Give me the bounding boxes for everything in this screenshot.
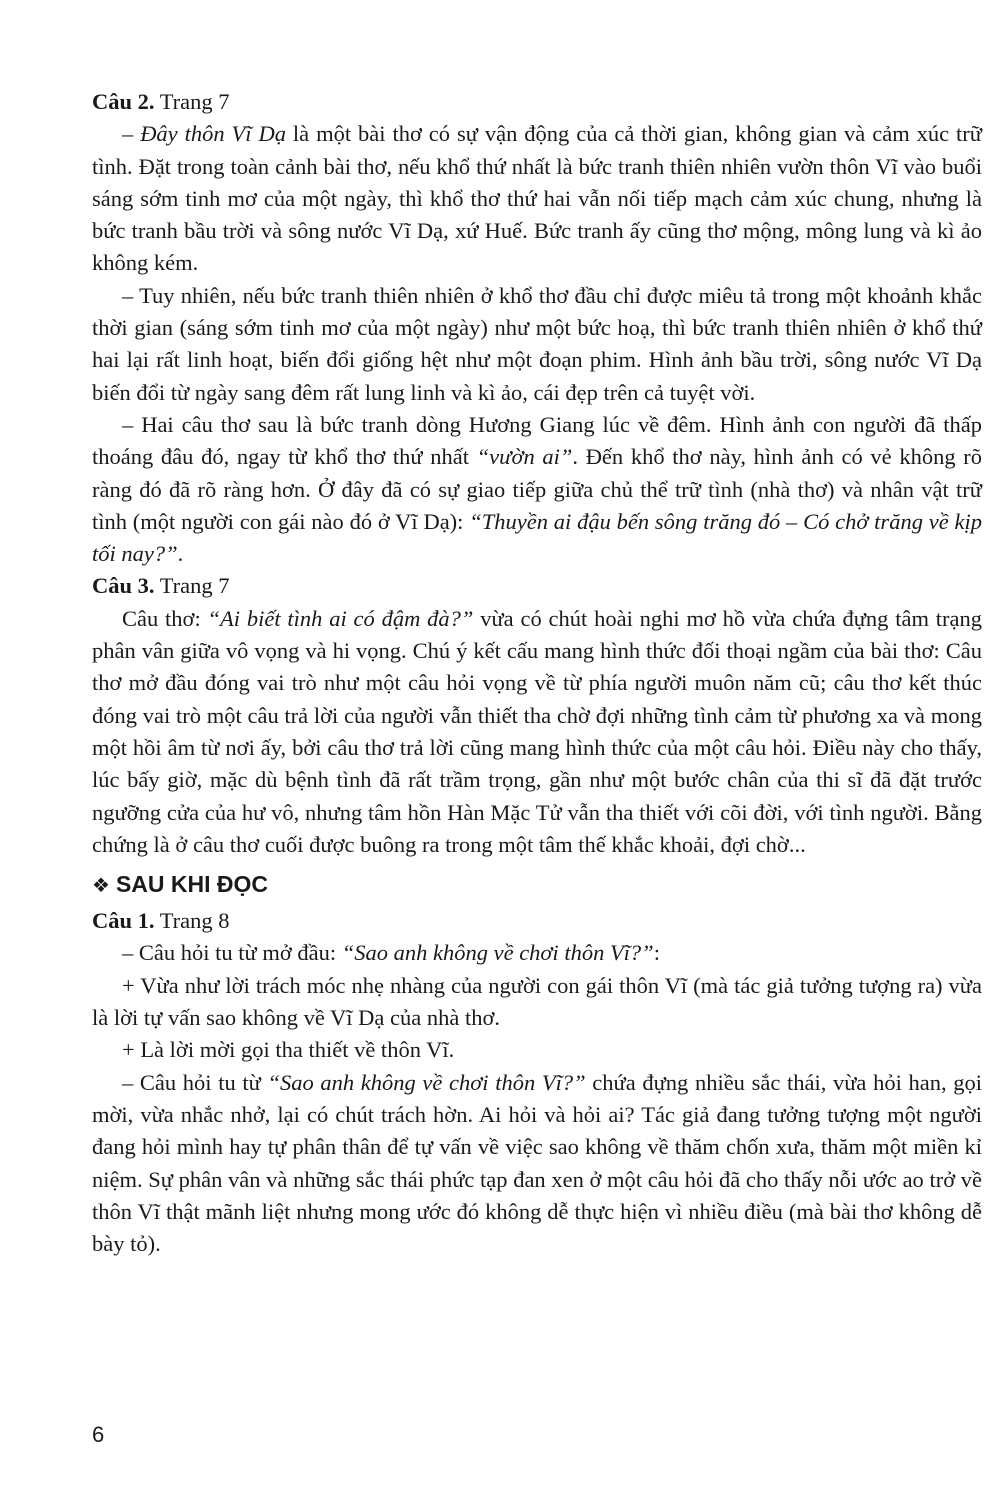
paragraph-text: là một bài thơ có sự vận động của cả thời gian, không gian và cảm xúc trữ tình. Đặt trong toàn cảnh bài thơ, nếu khổ thứ nhất là bức tranh thiên nhiên vườn thôn Vĩ vào buổi sáng sớm tinh mơ của một ngày, thì khổ thơ thứ hai vẫn nối tiếp mạch cảm xúc chung, nhưng là bức tranh bầu trời và sông nước Vĩ Dạ, xứ Huế. Bức tranh ấy cũng thơ mộng, mông lung và kì ảo không kém. — [92, 121, 982, 276]
question-label: Câu 1. — [92, 908, 155, 934]
paragraph-text: – Câu hỏi tu từ mở đầu: — [122, 940, 342, 966]
paragraph — [92, 118, 982, 279]
question-label: Câu 3. — [92, 573, 155, 599]
diamond-bullet-icon: ❖ — [92, 875, 110, 898]
paragraph-text: . — [177, 541, 184, 567]
paragraph-text: – Hai câu thơ sau là bức tranh dòng Hương Giang lúc về đêm. Hình ảnh con người đã thấp thoáng đâu đó, ngay từ khổ thơ thứ nhất — [92, 411, 982, 470]
section-title: SAU KHI ĐỌC — [115, 871, 268, 898]
quote: “Ai biết tình ai có đậm đà?” — [207, 605, 474, 631]
question-heading-cau2 — [92, 86, 982, 118]
question-page-ref: Trang 7 — [154, 89, 230, 114]
paragraph-text: chứa đựng nhiều sắc thái, vừa hỏi han, gọi mời, vừa nhắc nhở, lại có chút trách hờn. Ai hỏi và hỏi ai? Tác giả đang tưởng tượng một người đang hỏi mình hay tự phân thân để tự vấn về việc sao không về thăm chốn xưa, thăm một miền kỉ niệm. Sự phân vân và những sắc thái phức tạp đan xen ở một câu hỏi đã cho thấy nỗi ước ao trở về thôn Vĩ thật mãnh liệt nhưng mong ước đó không dễ thực hiện vì nhiều điều (mà bài thơ không dễ bày tỏ). — [92, 1069, 982, 1257]
paragraph-text: – Câu hỏi tu từ — [122, 1069, 268, 1095]
section-heading — [92, 867, 982, 903]
quote: “vườn ai” — [476, 444, 573, 470]
paragraph-text: Câu thơ: — [122, 605, 208, 631]
paragraph — [92, 1067, 982, 1261]
dash: – — [122, 121, 141, 147]
paragraph: – Tuy nhiên, nếu bức tranh thiên nhiên ở khổ thơ đầu chỉ được miêu tả trong một khoảnh khắc thời gian (sáng sớm tinh mơ của một ngày) như một bức hoạ, thì bức tranh thiên nhiên ở khổ thứ hai lại rất linh hoạt, biến đổi giống hệt như một đoạn phim. Hình ảnh bầu trời, sông nước Vĩ Dạ biến đổi từ ngày sang đêm rất lung linh và kì ảo, cái đẹp trên cả tuyệt vời. — [92, 282, 982, 405]
paragraph — [92, 409, 982, 570]
quote: “Sao anh không về chơi thôn Vĩ?” — [341, 940, 654, 966]
question-page-ref: Trang 8 — [154, 908, 230, 934]
question-heading-cau1 — [92, 905, 982, 937]
question-page-ref: Trang 7 — [154, 573, 230, 599]
quote: “Thuyền ai đậu bến sông trăng đó – Có chở trăng về kịp tối nay?” — [92, 508, 982, 567]
quote: “Sao anh không về chơi thôn Vĩ?” — [267, 1069, 586, 1095]
question-label: Câu 2. — [92, 89, 155, 114]
paragraph-text: . Đến khổ thơ này, hình ảnh có vẻ không rõ ràng đó đã rõ ràng hơn. Ở đây đã có sự giao tiếp giữa chủ thể trữ tình (nhà thơ) và nhân vật trữ tình (một người con gái nào đó ở Vĩ Dạ): — [92, 444, 982, 534]
paragraph-text: vừa có chút hoài nghi mơ hồ vừa chứa đựng tâm trạng phân vân giữa vô vọng và hi vọng. Chú ý kết cấu mang hình thức đối thoại ngầm của bài thơ: Câu thơ mở đầu đóng vai trò như một câu hỏi vọng về từ phía người muôn năm cũ; câu thơ kết thúc đóng vai trò một câu trả lời của người vẫn thiết tha chờ đợi những tình cảm từ phương xa và mong một hồi âm từ nơi ấy, bởi câu thơ trả lời cũng mang hình thức của một câu hỏi. Điều này cho thấy, lúc bấy giờ, mặc dù bệnh tình đã rất trầm trọng, gần như một bước chân của thi sĩ đã đặt trước ngưỡng cửa của hư vô, nhưng tâm hồn Hàn Mặc Tử vẫn tha thiết với cõi đời, với tình người. Bằng chứng là ở câu thơ cuối được buông ra trong một tâm thế khắc khoải, đợi chờ... — [92, 605, 982, 857]
page-content — [92, 86, 982, 1260]
question-heading-cau3 — [92, 570, 982, 602]
page-number: 6 — [92, 1422, 105, 1447]
paragraph: + Là lời mời gọi tha thiết về thôn Vĩ. — [122, 1037, 455, 1063]
paragraph — [92, 937, 982, 969]
paragraph: + Vừa như lời trách móc nhẹ nhàng của người con gái thôn Vĩ (mà tác giả tưởng tượng ra) vừa là lời tự vấn sao không về Vĩ Dạ của nhà thơ. — [92, 972, 982, 1031]
paragraph — [92, 603, 982, 861]
paragraph-text: : — [653, 940, 660, 966]
poem-title: Đây thôn Vĩ Dạ — [140, 121, 286, 147]
